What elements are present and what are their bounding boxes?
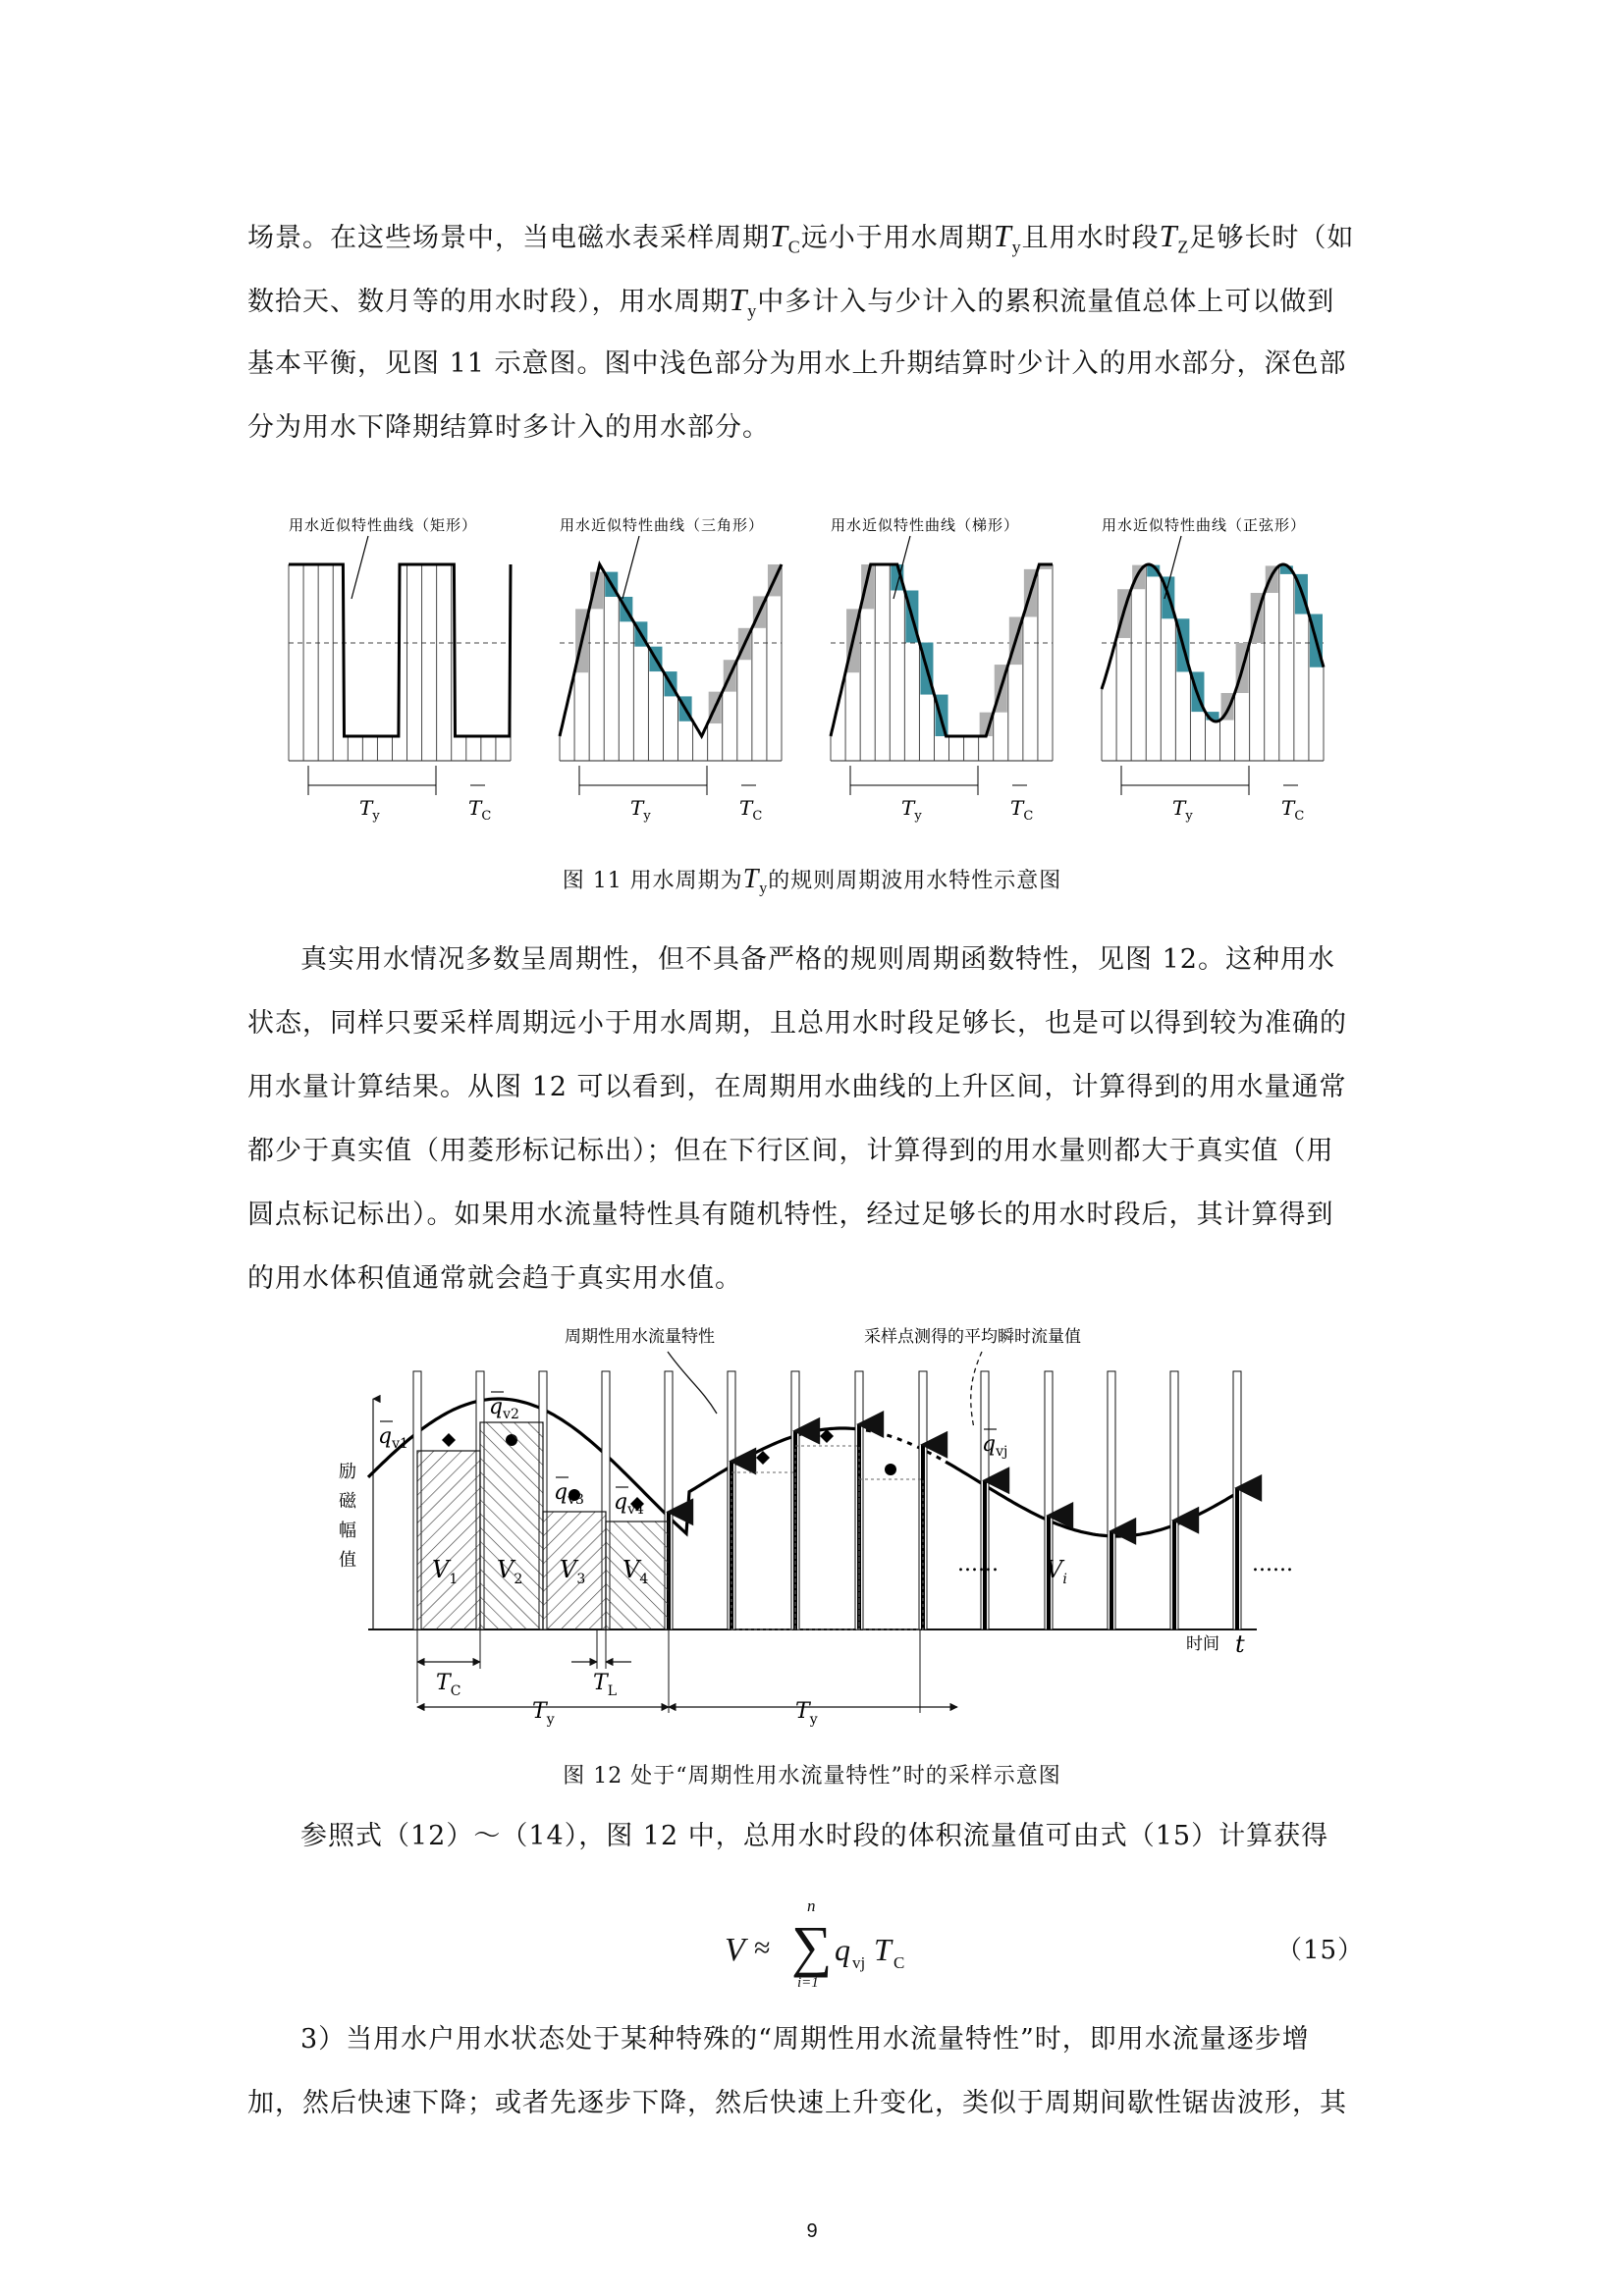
fig12-diamond-marker: [442, 1433, 456, 1447]
equation-15: [725, 1893, 941, 2001]
fig12-sample-box: [795, 1446, 859, 1629]
fig12-sample-box: [731, 1472, 795, 1629]
para2-line-5: 圆点标记标出）。如果用水流量特性具有随机特性，经过足够长的用水时段后，其计算得到: [247, 1200, 1334, 1230]
figure-12-caption: 图 12 处于“周期性用水流量特性”时的采样示意图: [563, 1764, 1061, 1789]
fig11-panel-trapezoid: [831, 516, 1053, 824]
eq-n: n: [807, 1896, 816, 1915]
volume-v2: [480, 1422, 543, 1629]
q-v4-label: $q_{v4}$: [614, 1490, 644, 1518]
timing-dimensions: [417, 1629, 957, 1728]
fig11-curve: [289, 564, 511, 736]
vi-label: $V_i$: [1046, 1556, 1067, 1587]
fig11-panel-rectangle: [289, 516, 511, 824]
fig11-panel-title: 用水近似特性曲线（矩形）: [289, 516, 478, 534]
fig11-panel-title: 用水近似特性曲线（梯形）: [831, 516, 1020, 534]
xvar: t: [1235, 1630, 1245, 1658]
fig11-tc-label: $T_C$: [739, 796, 763, 824]
hatched-volumes: [417, 1422, 669, 1629]
eq-approx: ≈: [754, 1932, 771, 1964]
figure-11-caption: 图 11 用水周期为$T_y$的规则周期波用水特性示意图: [562, 864, 1062, 897]
ty-label-2: $T_y$: [795, 1699, 818, 1728]
leader-sample: [971, 1352, 982, 1428]
ylabel-3: 值: [339, 1550, 356, 1571]
para4-line-1: 3）当用水户用水状态处于某种特殊的“周期性用水流量特性”时，即用水流量逐步增: [300, 2024, 1310, 2055]
label-sample: 采样点测得的平均瞬时流量值: [864, 1327, 1081, 1347]
fig12-flow-curve-continued: [946, 1462, 1240, 1536]
fig11-ty-label: $T_y$: [1172, 796, 1193, 824]
ylabel-1: 磁: [339, 1491, 356, 1512]
leader-curve: [668, 1352, 717, 1414]
tc-label: $T_C$: [436, 1671, 461, 1699]
fig11-tc-label: $T_C$: [1281, 796, 1305, 824]
paragraph-4: [247, 2007, 1386, 2135]
q-v2-label: $q_{v2}$: [489, 1395, 519, 1422]
fig12-sample-box: [859, 1479, 923, 1629]
fig11-tc-label: $T_C$: [1010, 796, 1034, 824]
para3-line-1: 参照式（12）～（14），图 12 中，总用水时段的体积流量值可由式（15）计算获得: [300, 1821, 1329, 1851]
para1-line-4: 分为用水下降期结算时多计入的用水部分。: [247, 412, 770, 443]
para2-line-3: 用水量计算结果。从图 12 可以看到，在周期用水曲线的上升区间，计算得到的用水量通常: [247, 1072, 1347, 1102]
dots-mid: ......: [957, 1552, 999, 1576]
equation-number: （15）: [1276, 1936, 1365, 1965]
eq-q-sub: vj: [852, 1953, 866, 1972]
v3-label: $V_3$: [560, 1556, 586, 1587]
para2-line-4: 都少于真实值（用菱形标记标出）；但在下行区间，计算得到的用水量则都大于真实值（用: [247, 1136, 1334, 1166]
fig11-tc-label: $T_C$: [468, 796, 492, 824]
para1-line-2: 数拾天、数月等的用水时段），用水周期$T_y$中多计入与少计入的累积流量值总体上可以做到: [247, 282, 1335, 321]
paragraph-2: [247, 928, 1386, 1310]
eq-sum: ∑: [791, 1914, 833, 1978]
eq-t: T: [874, 1932, 892, 1967]
fig12-flow-curve-gap: [866, 1430, 943, 1460]
eq-q: q: [835, 1932, 850, 1967]
para1-line-1: 场景。在这些场景中，当电磁水表采样周期$T_C$远小于用水周期$T_y$且用水时段$T_Z$足够长时（如: [247, 218, 1355, 257]
eq-lower: i=1: [797, 1975, 819, 1991]
fig11-ty-label: $T_y$: [630, 796, 651, 824]
eq-v: V: [725, 1932, 745, 1968]
fig11-ty-label: $T_y$: [901, 796, 922, 824]
paragraph-3: [247, 1804, 1386, 1868]
q-vj-label: $q_{vj}$: [982, 1432, 1008, 1460]
figure-11: [275, 510, 1365, 834]
para2-line-2: 状态，同样只要采样周期远小于用水周期，且总用水时段足够长，也是可以得到较为准确的: [247, 1008, 1347, 1039]
page-number: 9: [806, 2220, 818, 2242]
para4-line-2: 加，然后快速下降；或者先逐步下降，然后快速上升变化，类似于周期间歇性锯齿波形，其: [247, 2088, 1347, 2118]
paragraph-1: [247, 204, 1386, 459]
v1-label: $V_1$: [432, 1556, 459, 1587]
para2-line-1: 真实用水情况多数呈周期性，但不具备严格的规则周期函数特性，见图 12。这种用水: [300, 944, 1335, 975]
fig12-dot-marker: [885, 1464, 896, 1475]
fig11-ty-label: $T_y$: [359, 796, 380, 824]
fig11-panel-title: 用水近似特性曲线（三角形）: [560, 516, 765, 534]
tl-label: $T_L$: [593, 1671, 617, 1699]
xlabel: 时间: [1186, 1634, 1219, 1654]
fig11-title-leader: [352, 536, 368, 599]
fig11-title-leader: [623, 536, 639, 599]
fig11-panel-triangle: [560, 516, 782, 824]
para2-line-6: 的用水体积值通常就会趋于真实用水值。: [247, 1263, 742, 1294]
dots-right: ......: [1252, 1552, 1293, 1576]
ylabel-2: 幅: [339, 1521, 356, 1541]
q-v3-label: $q_{v3}$: [554, 1480, 584, 1508]
fig11-panel-title: 用水近似特性曲线（正弦形）: [1102, 516, 1307, 534]
ty-label-1: $T_y$: [532, 1699, 555, 1728]
para1-line-3: 基本平衡，见图 11 示意图。图中浅色部分为用水上升期结算时少计入的用水部分，深色部: [247, 348, 1347, 379]
v2-label: $V_2$: [497, 1556, 523, 1587]
label-curve: 周期性用水流量特性: [565, 1327, 715, 1347]
volume-v1: [417, 1451, 480, 1629]
figure-12: [314, 1320, 1316, 1742]
eq-t-sub: C: [893, 1953, 905, 1972]
q-v1-label: $q_{v1}$: [378, 1424, 408, 1452]
ylabel-0: 励: [339, 1462, 356, 1482]
fig11-panel-sine: [1102, 516, 1324, 824]
v4-label: $V_4$: [623, 1556, 649, 1587]
